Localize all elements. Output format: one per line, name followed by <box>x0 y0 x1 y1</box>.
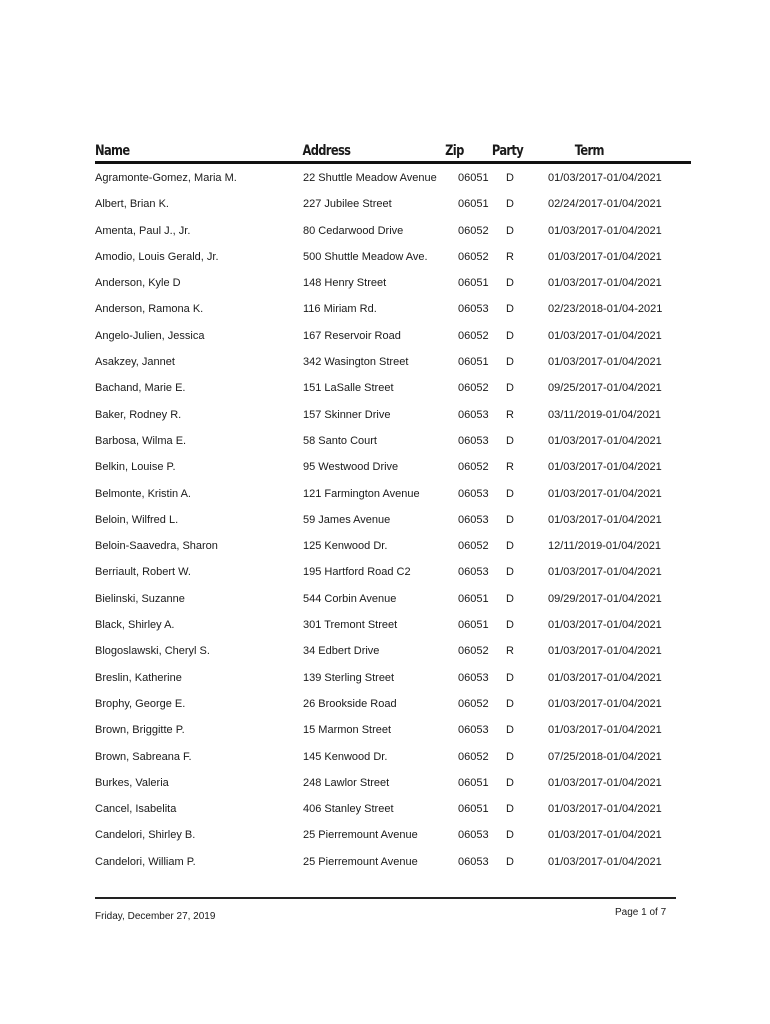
cell-zip: 06051 <box>458 198 489 211</box>
cell-name: Belmonte, Kristin A. <box>95 487 191 500</box>
cell-name: Barbosa, Wilma E. <box>95 434 187 447</box>
cell-term: 01/03/2017-01/04/2021 <box>548 513 662 526</box>
table-row <box>0 591 770 617</box>
table-row <box>0 827 770 853</box>
cell-party: D <box>506 566 514 579</box>
cell-term: 01/03/2017-01/04/2021 <box>548 461 662 474</box>
cell-party: D <box>506 329 514 342</box>
table-row <box>0 407 770 433</box>
cell-name: Brown, Sabreana F. <box>95 750 192 763</box>
table-row <box>0 170 770 196</box>
cell-name: Brown, Briggitte P. <box>95 724 185 737</box>
cell-name: Black, Shirley A. <box>95 619 175 632</box>
cell-address: 227 Jubilee Street <box>303 198 392 211</box>
cell-zip: 06053 <box>458 724 489 737</box>
cell-address: 145 Kenwood Dr. <box>303 750 388 763</box>
cell-address: 148 Henry Street <box>303 277 387 290</box>
table-row <box>0 223 770 249</box>
cell-party: D <box>506 513 514 526</box>
page-number: Page 1 of 7 <box>615 907 667 918</box>
cell-address: 500 Shuttle Meadow Ave. <box>303 250 428 263</box>
table-row <box>0 459 770 485</box>
table-row <box>0 275 770 301</box>
table-row <box>0 854 770 880</box>
footer-date: Friday, December 27, 2019 <box>95 911 216 922</box>
cell-zip: 06051 <box>458 356 489 369</box>
cell-zip: 06052 <box>458 540 489 553</box>
cell-address: 25 Pierremount Avenue <box>303 855 418 868</box>
cell-term: 02/23/2018-01/04-2021 <box>548 303 663 316</box>
cell-party: D <box>506 803 514 816</box>
cell-zip: 06052 <box>458 250 489 263</box>
cell-party: D <box>506 172 514 184</box>
cell-term: 01/03/2017-01/04/2021 <box>548 250 662 263</box>
table-header <box>95 143 604 161</box>
cell-name: Brophy, George E. <box>95 697 186 710</box>
cell-name: Burkes, Valeria <box>95 776 169 789</box>
cell-address: 34 Edbert Drive <box>303 645 380 658</box>
cell-address: 80 Cedarwood Drive <box>303 224 404 237</box>
cell-address: 167 Reservoir Road <box>303 329 401 342</box>
cell-address: 95 Westwood Drive <box>303 461 399 474</box>
cell-address: 544 Corbin Avenue <box>303 592 397 605</box>
cell-address: 151 LaSalle Street <box>303 382 394 395</box>
cell-term: 09/29/2017-01/04/2021 <box>548 592 662 605</box>
cell-address: 301 Tremont Street <box>303 619 398 632</box>
cell-address: 342 Wasington Street <box>303 356 409 369</box>
cell-term: 01/03/2017-01/04/2021 <box>548 329 662 342</box>
cell-term: 01/03/2017-01/04/2021 <box>548 487 662 500</box>
cell-address: 116 Miriam Rd. <box>303 303 377 316</box>
cell-term: 01/03/2017-01/04/2021 <box>548 671 662 684</box>
cell-name: Blogoslawski, Cheryl S. <box>95 645 210 658</box>
header-divider <box>95 161 691 164</box>
table-row <box>0 196 770 222</box>
cell-party: D <box>506 855 514 868</box>
cell-term: 01/03/2017-01/04/2021 <box>548 172 662 184</box>
cell-address: 26 Brookside Road <box>303 697 397 710</box>
cell-zip: 06053 <box>458 829 489 842</box>
table-row <box>0 301 770 327</box>
cell-zip: 06052 <box>458 461 489 474</box>
cell-party: D <box>506 697 514 710</box>
cell-term: 01/03/2017-01/04/2021 <box>548 224 662 237</box>
cell-name: Amodio, Louis Gerald, Jr. <box>95 250 219 263</box>
cell-zip: 06053 <box>458 566 489 579</box>
cell-zip: 06052 <box>458 382 489 395</box>
table-row <box>0 433 770 459</box>
cell-address: 59 James Avenue <box>303 513 391 526</box>
table-row <box>0 380 770 406</box>
cell-name: Beloin, Wilfred L. <box>95 513 179 526</box>
cell-name: Cancel, Isabelita <box>95 803 177 816</box>
cell-party: D <box>506 382 514 395</box>
cell-zip: 06051 <box>458 803 489 816</box>
cell-zip: 06051 <box>458 592 489 605</box>
cell-name: Bielinski, Suzanne <box>95 592 185 605</box>
cell-zip: 06053 <box>458 513 489 526</box>
cell-name: Angelo-Julien, Jessica <box>95 329 205 342</box>
cell-name: Baker, Rodney R. <box>95 408 182 421</box>
cell-party: D <box>506 487 514 500</box>
cell-name: Belkin, Louise P. <box>95 461 176 474</box>
cell-term: 01/03/2017-01/04/2021 <box>548 697 662 710</box>
cell-address: 195 Hartford Road C2 <box>303 566 411 579</box>
cell-term: 12/11/2019-01/04/2021 <box>548 540 661 553</box>
cell-name: Anderson, Ramona K. <box>95 303 204 316</box>
cell-term: 01/03/2017-01/04/2021 <box>548 619 662 632</box>
cell-party: R <box>506 250 514 263</box>
table-row <box>0 775 770 801</box>
cell-name: Agramonte-Gomez, Maria M. <box>95 172 237 184</box>
cell-name: Bachand, Marie E. <box>95 382 186 395</box>
cell-term: 07/25/2018-01/04/2021 <box>548 750 662 763</box>
table-body <box>0 170 770 880</box>
cell-zip: 06053 <box>458 434 489 447</box>
cell-zip: 06052 <box>458 697 489 710</box>
cell-term: 01/03/2017-01/04/2021 <box>548 356 662 369</box>
cell-name: Candelori, William P. <box>95 855 196 868</box>
cell-party: D <box>506 776 514 789</box>
cell-name: Berriault, Robert W. <box>95 566 191 579</box>
cell-name: Beloin-Saavedra, Sharon <box>95 540 218 553</box>
cell-zip: 06052 <box>458 329 489 342</box>
table-row <box>0 328 770 354</box>
table-row <box>0 696 770 722</box>
cell-address: 406 Stanley Street <box>303 803 394 816</box>
cell-party: D <box>506 750 514 763</box>
cell-name: Asakzey, Jannet <box>95 356 175 369</box>
cell-zip: 06051 <box>458 619 489 632</box>
cell-party: D <box>506 540 514 553</box>
cell-zip: 06052 <box>458 224 489 237</box>
table-row <box>0 801 770 827</box>
cell-party: R <box>506 461 514 474</box>
cell-term: 01/03/2017-01/04/2021 <box>548 724 662 737</box>
cell-party: D <box>506 224 514 237</box>
cell-party: D <box>506 671 514 684</box>
cell-zip: 06052 <box>458 750 489 763</box>
cell-zip: 06053 <box>458 671 489 684</box>
cell-zip: 06051 <box>458 277 489 290</box>
cell-party: D <box>506 277 514 290</box>
cell-term: 01/03/2017-01/04/2021 <box>548 645 662 658</box>
cell-term: 01/03/2017-01/04/2021 <box>548 566 662 579</box>
cell-party: R <box>506 645 514 658</box>
column-header-name: Name <box>95 143 130 159</box>
cell-address: 139 Sterling Street <box>303 671 395 684</box>
cell-zip: 06053 <box>458 855 489 868</box>
table-row <box>0 722 770 748</box>
cell-address: 157 Skinner Drive <box>303 408 391 421</box>
cell-address: 121 Farmington Avenue <box>303 487 420 500</box>
cell-address: 248 Lawlor Street <box>303 776 390 789</box>
table-row <box>0 670 770 696</box>
cell-zip: 06051 <box>458 776 489 789</box>
table-row <box>0 643 770 669</box>
table-row <box>0 538 770 564</box>
cell-party: D <box>506 829 514 842</box>
cell-term: 01/03/2017-01/04/2021 <box>548 776 662 789</box>
cell-zip: 06053 <box>458 408 489 421</box>
table-row <box>0 249 770 275</box>
cell-zip: 06052 <box>458 645 489 658</box>
cell-address: 22 Shuttle Meadow Avenue <box>303 172 437 184</box>
cell-party: D <box>506 592 514 605</box>
cell-term: 02/24/2017-01/04/2021 <box>548 198 662 211</box>
table-row <box>0 512 770 538</box>
column-header-zip: Zip <box>445 143 464 159</box>
table-row <box>0 749 770 775</box>
table-row <box>0 564 770 590</box>
cell-name: Candelori, Shirley B. <box>95 829 196 842</box>
cell-party: D <box>506 356 514 369</box>
cell-party: D <box>506 434 514 447</box>
cell-address: 25 Pierremount Avenue <box>303 829 418 842</box>
table-row <box>0 354 770 380</box>
cell-term: 01/03/2017-01/04/2021 <box>548 277 662 290</box>
table-row <box>0 617 770 643</box>
cell-term: 01/03/2017-01/04/2021 <box>548 855 662 868</box>
cell-party: D <box>506 724 514 737</box>
footer-divider <box>95 897 676 899</box>
column-header-party: Party <box>491 143 524 159</box>
column-header-address: Address <box>302 143 351 159</box>
cell-term: 01/03/2017-01/04/2021 <box>548 829 662 842</box>
cell-zip: 06053 <box>458 303 489 316</box>
cell-address: 58 Santo Court <box>303 434 377 447</box>
table-row <box>0 486 770 512</box>
cell-address: 15 Marmon Street <box>303 724 392 737</box>
cell-name: Breslin, Katherine <box>95 671 182 684</box>
cell-party: D <box>506 303 514 316</box>
column-header-term: Term <box>574 143 604 159</box>
cell-party: D <box>506 198 514 211</box>
cell-name: Amenta, Paul J., Jr. <box>95 224 191 237</box>
cell-term: 03/11/2019-01/04/2021 <box>548 408 661 421</box>
cell-term: 01/03/2017-01/04/2021 <box>548 803 662 816</box>
cell-name: Albert, Brian K. <box>95 198 169 211</box>
cell-party: D <box>506 619 514 632</box>
cell-zip: 06051 <box>458 172 489 184</box>
cell-term: 01/03/2017-01/04/2021 <box>548 434 662 447</box>
cell-term: 09/25/2017-01/04/2021 <box>548 382 662 395</box>
cell-party: R <box>506 408 514 421</box>
cell-address: 125 Kenwood Dr. <box>303 540 388 553</box>
cell-zip: 06053 <box>458 487 489 500</box>
cell-name: Anderson, Kyle D <box>95 277 181 290</box>
